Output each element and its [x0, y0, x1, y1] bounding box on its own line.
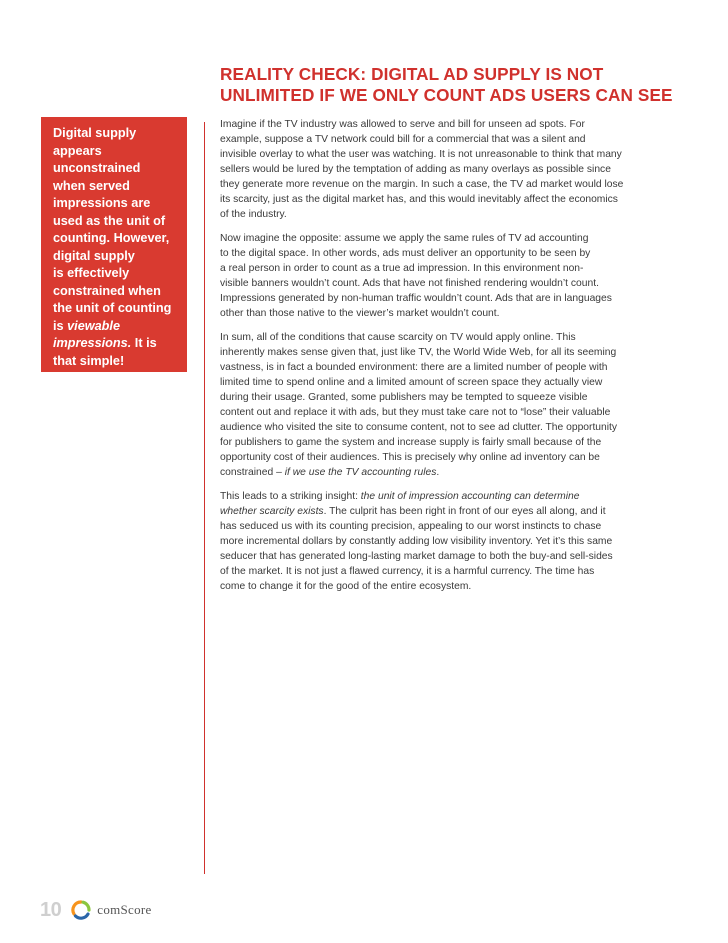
- text-line: In sum, all of the conditions that cause scarcity on TV would apply online. This: [220, 332, 576, 343]
- page-footer: [40, 897, 152, 923]
- text-line: more incremental dollars by constantly adding low visibility inventory. Yet it’s this same: [220, 536, 613, 547]
- text-line: has seduced us with its counting precision, appealing to our worst instincts to chase: [220, 521, 602, 532]
- callout-line: digital supply: [53, 248, 135, 263]
- text-line: [220, 489, 700, 504]
- text-line: Now imagine the opposite: assume we apply the same rules of TV ad accounting: [220, 233, 589, 244]
- page-title: [220, 64, 700, 106]
- text-line: for publishers to game the system and increase supply is fairly small because of the: [220, 437, 602, 448]
- brand-wordmark: comScore: [97, 902, 152, 917]
- text-line: audience who visited the site to consume content, not to see ad clutter. The opportunity: [220, 422, 618, 433]
- paragraph: [220, 117, 700, 222]
- callout-line: that simple!: [53, 353, 125, 368]
- callout-line: unconstrained: [53, 161, 141, 175]
- text-line: example, suppose a TV network could bill for a commercial that was a silent and: [220, 134, 586, 145]
- callout-line: [53, 335, 183, 353]
- vertical-divider: [204, 122, 205, 874]
- callout-emphasis: impressions.: [53, 336, 132, 350]
- text-line: of the industry.: [220, 209, 287, 220]
- text-run: .: [436, 467, 440, 478]
- text-emphasis: the unit of impression accounting can determine: [360, 491, 580, 502]
- callout-line: is effectively: [53, 266, 130, 280]
- text-line: vastness, is in fact a bounded environment: there are a limited number of people with: [220, 362, 608, 373]
- text-line: other than those native to the viewer’s market wouldn’t count.: [220, 308, 500, 319]
- text-line: Imagine if the TV industry was allowed to serve and bill for unseen ad spots. For: [220, 119, 585, 130]
- text-line: its scarcity, just as the digital market has, and this would inevitably affect the economics: [220, 194, 618, 205]
- text-emphasis: if we use the TV accounting rules: [284, 467, 437, 478]
- callout-line: appears: [53, 143, 102, 158]
- callout-line: when served: [53, 178, 130, 193]
- text-line: [220, 465, 700, 480]
- callout-line: the unit of counting: [53, 301, 172, 315]
- text-line: seducer that has generated long-lasting market damage to both the buy-and sell-sides: [220, 551, 613, 562]
- paragraph: [220, 231, 700, 321]
- paragraph: [220, 489, 700, 594]
- text-run: constrained –: [220, 467, 285, 478]
- callout-emphasis: viewable: [67, 318, 121, 333]
- callout-line: used as the unit of: [53, 213, 166, 228]
- callout-text: is: [53, 318, 68, 333]
- title-line: REALITY CHECK: DIGITAL AD SUPPLY IS NOT: [220, 64, 604, 84]
- text-line: content out and replace it with ads, but they must take care not to “lose” their valuable: [220, 407, 611, 418]
- text-line: during their usage. Granted, some publishers may be tempted to squeeze visible: [220, 392, 588, 403]
- callout-line: [53, 318, 183, 336]
- text-emphasis: whether scarcity exists: [220, 506, 324, 517]
- text-line: invisible overlay to what the user was watching. It is not unreasonable to think that many: [220, 149, 622, 160]
- text-line: inherently makes sense given that, just like TV, the World Wide Web, for all its seeming: [220, 347, 617, 358]
- page-number: 10: [40, 898, 62, 921]
- callout-line: constrained when: [53, 283, 161, 298]
- callout-line: impressions are: [53, 196, 151, 210]
- text-line: [220, 504, 700, 519]
- paragraph: [220, 330, 700, 480]
- text-line: a real person in order to count as a true ad impression. In this environment non-: [220, 263, 584, 274]
- callout-text: It is: [131, 336, 157, 350]
- callout-line: Digital supply: [53, 126, 137, 140]
- text-line: limited time to spend online and a limited amount of screen space they actually view: [220, 377, 603, 388]
- article-body: [220, 117, 700, 603]
- text-line: come to change it for the good of the entire ecosystem.: [220, 581, 472, 592]
- text-line: visible banners wouldn’t count. Ads that have not finished rendering wouldn’t count.: [220, 278, 599, 289]
- text-run: . The culprit has been right in front of our eyes all along, and it: [323, 506, 606, 517]
- text-line: sellers would be lured by the temptation of adding as many overlays as possible since: [220, 164, 611, 175]
- pull-quote-callout: [41, 117, 187, 372]
- callout-line: counting. However,: [53, 231, 170, 245]
- text-line: Impressions generated by non-human traffic wouldn’t count. Ads that are in languages: [220, 293, 612, 304]
- text-line: to the digital space. In other words, ads must deliver an opportunity to be seen by: [220, 248, 591, 259]
- text-line: they generate more revenue on the margin. In such a case, the TV ad market would lose: [220, 179, 624, 190]
- title-line: UNLIMITED IF WE ONLY COUNT ADS USERS CAN SEE: [220, 85, 673, 105]
- text-line: of the market. It is not just a flawed currency, it is a harmful currency. The time has: [220, 566, 595, 577]
- comscore-logo-icon: [71, 900, 91, 920]
- text-line: opportunity cost of their audiences. This is precisely why online ad inventory can be: [220, 452, 600, 463]
- text-run: This leads to a striking insight:: [220, 491, 361, 502]
